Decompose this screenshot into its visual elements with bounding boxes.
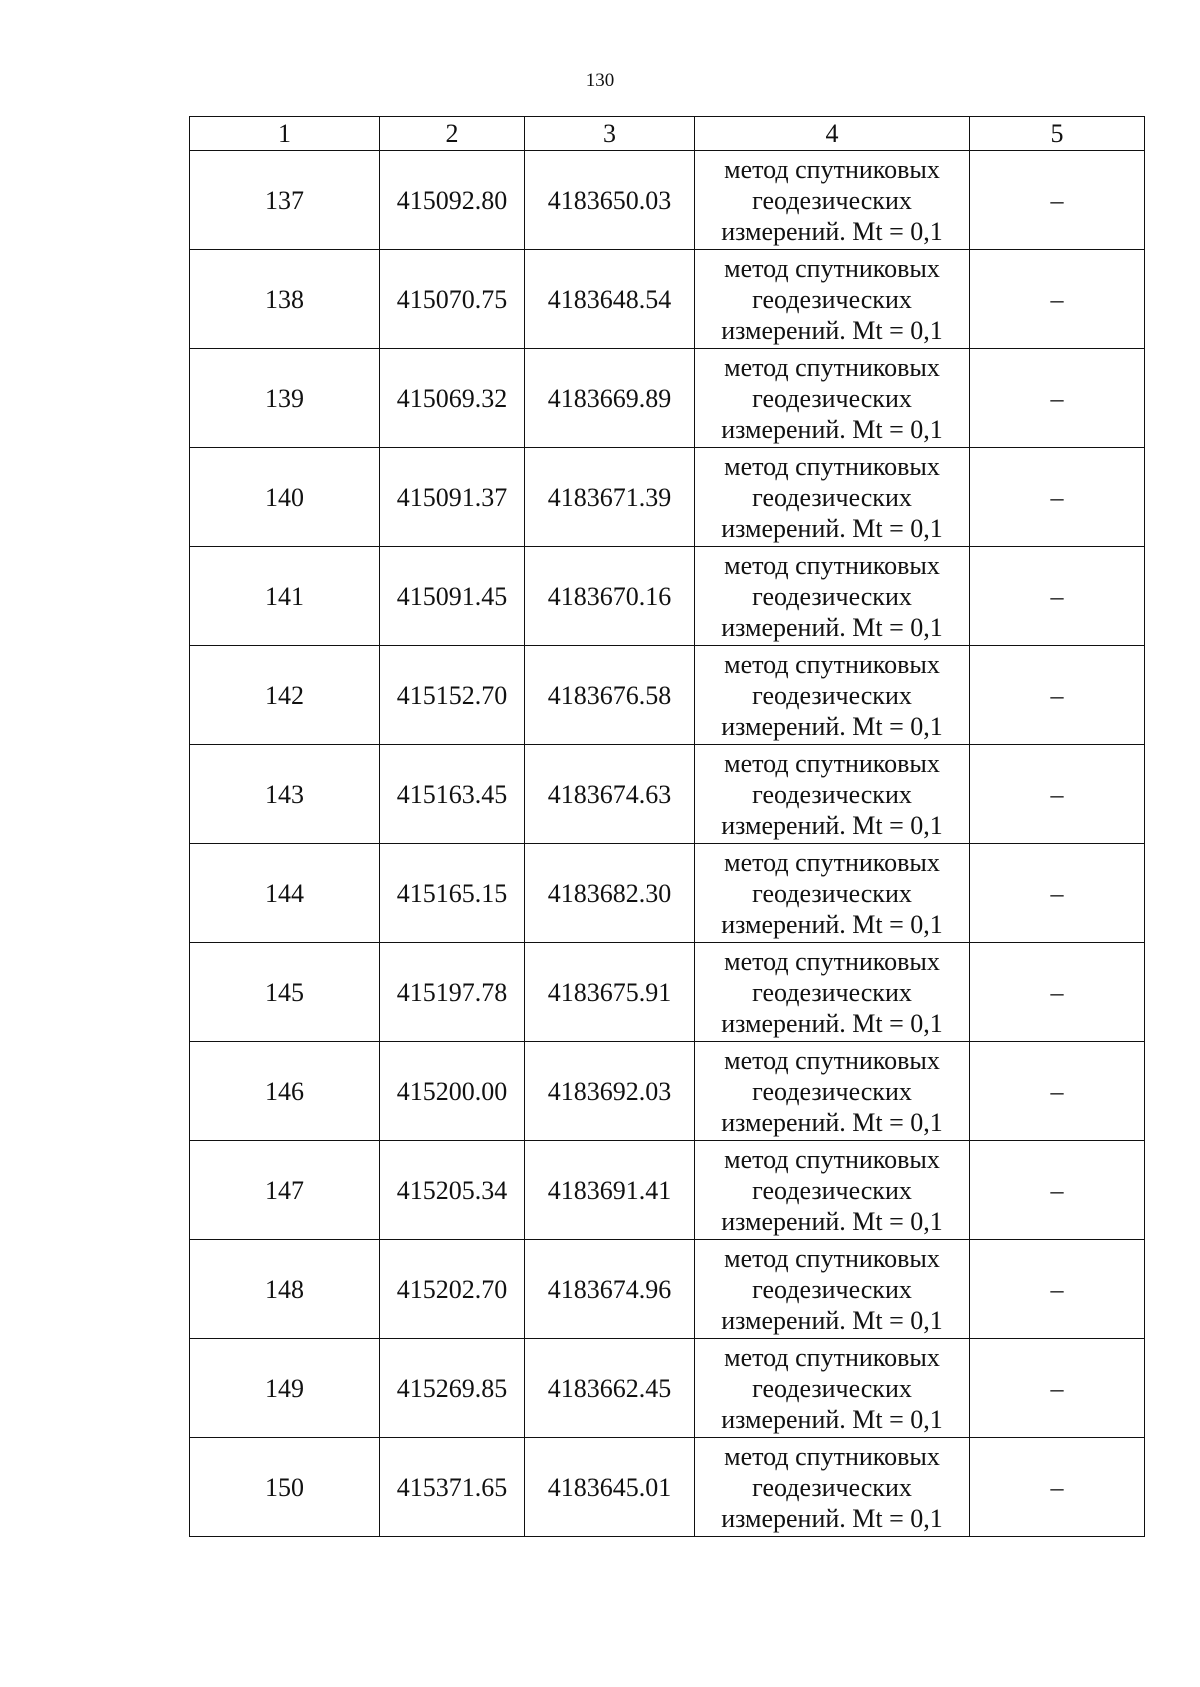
y-coordinate-cell: 4183691.41 <box>525 1141 695 1240</box>
method-line: метод спутниковых <box>724 352 940 382</box>
table-row <box>190 844 1145 943</box>
note-cell: – <box>970 1438 1145 1537</box>
x-coordinate-cell: 415202.70 <box>380 1240 525 1339</box>
note-cell: – <box>970 1141 1145 1240</box>
table-body <box>190 151 1145 1537</box>
method-line: метод спутниковых <box>724 550 940 580</box>
method-line: измерений. Mt = 0,1 <box>721 414 943 444</box>
x-coordinate-cell: 415371.65 <box>380 1438 525 1537</box>
note-cell: – <box>970 1339 1145 1438</box>
table-row <box>190 646 1145 745</box>
x-coordinate-cell: 415205.34 <box>380 1141 525 1240</box>
method-line: измерений. Mt = 0,1 <box>721 909 943 939</box>
point-number-cell: 149 <box>190 1339 380 1438</box>
method-line: метод спутниковых <box>724 649 940 679</box>
point-number-cell: 145 <box>190 943 380 1042</box>
note-cell: – <box>970 844 1145 943</box>
point-number-cell: 141 <box>190 547 380 646</box>
note-cell: – <box>970 151 1145 250</box>
method-line: измерений. Mt = 0,1 <box>721 1305 943 1335</box>
table-row <box>190 250 1145 349</box>
header-cell-1: 1 <box>190 117 380 151</box>
note-cell: – <box>970 745 1145 844</box>
method-cell <box>695 1438 970 1537</box>
method-cell <box>695 448 970 547</box>
table-row <box>190 349 1145 448</box>
method-line: метод спутниковых <box>724 1144 940 1174</box>
note-cell: – <box>970 1042 1145 1141</box>
point-number-cell: 144 <box>190 844 380 943</box>
y-coordinate-cell: 4183682.30 <box>525 844 695 943</box>
y-coordinate-cell: 4183676.58 <box>525 646 695 745</box>
method-line: метод спутниковых <box>724 748 940 778</box>
method-line: метод спутниковых <box>724 1441 940 1471</box>
point-number-cell: 146 <box>190 1042 380 1141</box>
note-cell: – <box>970 943 1145 1042</box>
table-row <box>190 1339 1145 1438</box>
method-line: измерений. Mt = 0,1 <box>721 612 943 642</box>
y-coordinate-cell: 4183670.16 <box>525 547 695 646</box>
header-cell-3: 3 <box>525 117 695 151</box>
method-line: метод спутниковых <box>724 1045 940 1075</box>
method-cell <box>695 1141 970 1240</box>
method-line: геодезических <box>752 581 912 611</box>
x-coordinate-cell: 415165.15 <box>380 844 525 943</box>
point-number-cell: 143 <box>190 745 380 844</box>
x-coordinate-cell: 415091.45 <box>380 547 525 646</box>
point-number-cell: 148 <box>190 1240 380 1339</box>
method-line: геодезических <box>752 977 912 1007</box>
method-cell <box>695 745 970 844</box>
y-coordinate-cell: 4183669.89 <box>525 349 695 448</box>
method-line: геодезических <box>752 482 912 512</box>
y-coordinate-cell: 4183662.45 <box>525 1339 695 1438</box>
x-coordinate-cell: 415069.32 <box>380 349 525 448</box>
method-line: геодезических <box>752 878 912 908</box>
method-line: измерений. Mt = 0,1 <box>721 513 943 543</box>
x-coordinate-cell: 415070.75 <box>380 250 525 349</box>
method-line: метод спутниковых <box>724 451 940 481</box>
method-line: геодезических <box>752 680 912 710</box>
method-cell <box>695 844 970 943</box>
method-line: метод спутниковых <box>724 154 940 184</box>
point-number-cell: 139 <box>190 349 380 448</box>
method-line: геодезических <box>752 779 912 809</box>
x-coordinate-cell: 415152.70 <box>380 646 525 745</box>
y-coordinate-cell: 4183645.01 <box>525 1438 695 1537</box>
note-cell: – <box>970 448 1145 547</box>
table-row <box>190 1141 1145 1240</box>
table-row <box>190 1240 1145 1339</box>
method-line: измерений. Mt = 0,1 <box>721 1008 943 1038</box>
point-number-cell: 138 <box>190 250 380 349</box>
table-row <box>190 547 1145 646</box>
method-line: геодезических <box>752 1076 912 1106</box>
method-cell <box>695 1339 970 1438</box>
method-cell <box>695 943 970 1042</box>
table-row <box>190 448 1145 547</box>
note-cell: – <box>970 250 1145 349</box>
x-coordinate-cell: 415197.78 <box>380 943 525 1042</box>
method-line: геодезических <box>752 185 912 215</box>
header-cell-5: 5 <box>970 117 1145 151</box>
method-line: метод спутниковых <box>724 946 940 976</box>
point-number-cell: 142 <box>190 646 380 745</box>
method-line: метод спутниковых <box>724 1342 940 1372</box>
y-coordinate-cell: 4183675.91 <box>525 943 695 1042</box>
table-row <box>190 943 1145 1042</box>
method-line: геодезических <box>752 1472 912 1502</box>
coordinates-table <box>189 116 1145 1537</box>
header-cell-2: 2 <box>380 117 525 151</box>
method-cell <box>695 151 970 250</box>
method-cell <box>695 1240 970 1339</box>
method-line: измерений. Mt = 0,1 <box>721 1404 943 1434</box>
method-cell <box>695 1042 970 1141</box>
point-number-cell: 137 <box>190 151 380 250</box>
method-cell <box>695 547 970 646</box>
method-line: измерений. Mt = 0,1 <box>721 810 943 840</box>
method-cell <box>695 646 970 745</box>
x-coordinate-cell: 415269.85 <box>380 1339 525 1438</box>
method-line: метод спутниковых <box>724 253 940 283</box>
header-row <box>190 117 1145 151</box>
method-line: геодезических <box>752 1175 912 1205</box>
page-number: 130 <box>585 70 615 91</box>
method-cell <box>695 349 970 448</box>
point-number-cell: 150 <box>190 1438 380 1537</box>
y-coordinate-cell: 4183648.54 <box>525 250 695 349</box>
point-number-cell: 147 <box>190 1141 380 1240</box>
table-row <box>190 1438 1145 1537</box>
x-coordinate-cell: 415163.45 <box>380 745 525 844</box>
table-row <box>190 1042 1145 1141</box>
note-cell: – <box>970 646 1145 745</box>
y-coordinate-cell: 4183650.03 <box>525 151 695 250</box>
y-coordinate-cell: 4183671.39 <box>525 448 695 547</box>
y-coordinate-cell: 4183674.96 <box>525 1240 695 1339</box>
method-line: геодезических <box>752 284 912 314</box>
method-line: измерений. Mt = 0,1 <box>721 711 943 741</box>
method-line: геодезических <box>752 383 912 413</box>
point-number-cell: 140 <box>190 448 380 547</box>
note-cell: – <box>970 349 1145 448</box>
y-coordinate-cell: 4183674.63 <box>525 745 695 844</box>
method-cell <box>695 250 970 349</box>
method-line: измерений. Mt = 0,1 <box>721 315 943 345</box>
note-cell: – <box>970 1240 1145 1339</box>
header-cell-4: 4 <box>695 117 970 151</box>
x-coordinate-cell: 415200.00 <box>380 1042 525 1141</box>
note-cell: – <box>970 547 1145 646</box>
method-line: измерений. Mt = 0,1 <box>721 1206 943 1236</box>
x-coordinate-cell: 415092.80 <box>380 151 525 250</box>
method-line: геодезических <box>752 1274 912 1304</box>
x-coordinate-cell: 415091.37 <box>380 448 525 547</box>
method-line: метод спутниковых <box>724 1243 940 1273</box>
method-line: измерений. Mt = 0,1 <box>721 216 943 246</box>
method-line: измерений. Mt = 0,1 <box>721 1503 943 1533</box>
y-coordinate-cell: 4183692.03 <box>525 1042 695 1141</box>
table-row <box>190 745 1145 844</box>
method-line: геодезических <box>752 1373 912 1403</box>
table-row <box>190 151 1145 250</box>
method-line: измерений. Mt = 0,1 <box>721 1107 943 1137</box>
method-line: метод спутниковых <box>724 847 940 877</box>
